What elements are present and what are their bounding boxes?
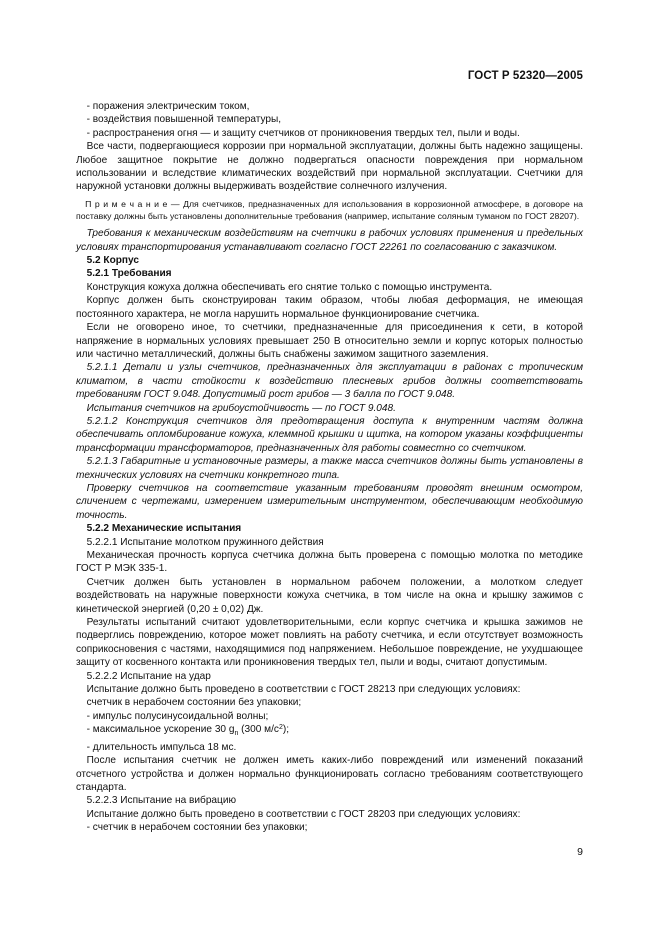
list-item: - распространения огня — и защиту счетчиков от проникновения твердых тел, пыли и воды. [86,127,520,139]
shock-4-subscript: n [234,730,239,738]
section-heading-5-2-1: 5.2.1 Требования [86,268,172,280]
shock-4-text-c: ); [282,724,290,736]
section-heading-5-2-2-2: 5.2.2.2 Испытание на удар [86,670,211,682]
paragraph-hammer-3: Результаты испытаний считают удовлетворительными, если корпус счетчика и крышка зажимов не подверглись повреждению, которое может повлиять на работу счетчика, и если отсутствует возможность соприкосновения с частями, находящимися под напряжением. Небольшое повреждение, не ухудшающее защиту от косвенного контакта или проникновения твердых тел, пыли и воды, считают допустимым. [76,617,583,669]
paragraph-5-2-1-2: 5.2.1.2 Конструкция счетчиков для предотвращения доступа к внутренним частям должна обеспечивать опломбирование кожуха, клеммной крышки и щитка, на котором указаны коэффициенты трансформации трансформаторов, предназначенных для работы совместно со счетчиком. [76,415,583,454]
paragraph-shock-5: - длительность импульса 18 мс. [86,741,237,753]
shock-4-superscript: 2 [278,724,283,732]
paragraph-shock-6: После испытания счетчик не должен иметь каких-либо повреждений или изменений показаний отсчетного устройства и должен нормально функционировать согласно требованиям соответствующего стандарта. [76,755,583,793]
paragraph-shock-2: счетчик в нерабочем состоянии без упаковки; [86,697,302,709]
paragraph-fungus-test: Испытания счетчиков на грибоустойчивость — по ГОСТ 9.048. [86,402,396,414]
document-header-code: ГОСТ Р 52320—2005 [467,70,583,82]
paragraph-5-2-1-1: 5.2.1.1 Детали и узлы счетчиков, предназначенных для эксплуатации в районах с тропическим климатом, в части стойкости к воздействию плесневых грибов должны соответствовать требованиям ГОСТ 9.048. Допустимый рост грибов — 3 балла по ГОСТ 9.048. [76,362,583,401]
shock-4-text-a: - максимальное ускорение 30 g [86,724,235,736]
paragraph-mechanical-requirements: Требования к механическим воздействиям на счетчики в рабочих условиях применения и предельных условиях транспортирования устанавливают согласно ГОСТ 22261 по согласованию с заказчиком. [76,228,583,253]
paragraph-cover: Конструкция кожуха должна обеспечивать его снятие только с помощью инструмента. [86,281,493,293]
paragraph-grounding: Если не оговорено иное, то счетчики, предназначенные для присоединения к сети, в которой напряжение в нормальных условиях превышает 250 В относительно земли и корпус которых полностью или частично металлический, должны быть снабжены зажимом защитного заземления. [76,322,583,360]
page-number: 9 [577,846,583,858]
paragraph-vibration-2: - счетчик в нерабочем состоянии без упаковки; [86,822,308,834]
section-heading-5-2-2-3: 5.2.2.3 Испытание на вибрацию [86,795,237,807]
paragraph-shock-4 [76,723,583,740]
paragraph-hammer-2: Счетчик должен быть установлен в нормальном рабочем положении, а молотком следует воздействовать на наружные поверхности кожуха счетчика, в том числе на окна и крышку зажимов с кинетической энергией (0,20 ± 0,02) Дж. [76,576,583,615]
list-item: - воздействия повышенной температуры, [86,114,282,126]
paragraph-hammer-1: Механическая прочность корпуса счетчика должна быть проверена с помощью молотка по методике ГОСТ Р МЭК 335-1. [76,550,583,575]
paragraph-shock-1: Испытание должно быть проведено в соответствии с ГОСТ 28213 при следующих условиях: [86,684,521,696]
paragraph-5-2-1-3: 5.2.1.3 Габаритные и установочные размеры, а также масса счетчиков должны быть установлены в технических условиях на счетчики конкретного типа. [76,456,583,481]
note: П р и м е ч а н и е — Для счетчиков, предназначенных для использования в коррозионной атмосфере, в договоре на поставку должны быть установлены дополнительные требования (например, испытание соляным туманом по ГОСТ 28207). [76,198,583,222]
paragraph-check: Проверку счетчиков на соответствие указанным требованиям проводят внешним осмотром, сличением с чертежами, измерением измерительным инструментом, обеспечивающим необходимую точность. [76,482,583,521]
shock-4-text-b: (300 м/с [238,724,279,736]
section-heading-5-2-2: 5.2.2 Механические испытания [86,523,242,535]
document-body [76,100,583,835]
list-item: - поражения электрическим током, [86,101,250,112]
section-heading-5-2-2-1: 5.2.2.1 Испытание молотком пружинного действия [86,536,324,548]
paragraph-vibration-1: Испытание должно быть проведено в соответствии с ГОСТ 28203 при следующих условиях: [86,808,521,820]
paragraph-corrosion: Все части, подвергающиеся коррозии при нормальной эксплуатации, должны быть надежно защищены. Любое защитное покрытие не должно подвергаться опасности повреждения при нормальном использовании и вследствие климатических воздействий при нормальной эксплуатации. Счетчики для наружной установки должны выдерживать воздействие солнечного излучения. [76,141,583,193]
paragraph-shock-3: - импульс полусинусоидальной волны; [86,710,269,722]
section-heading-5-2: 5.2 Корпус [86,255,139,267]
paragraph-body: Корпус должен быть сконструирован таким образом, чтобы любая деформация, не имеющая постоянного характера, не могла нарушить нормальное функционирование счетчика. [76,295,583,320]
